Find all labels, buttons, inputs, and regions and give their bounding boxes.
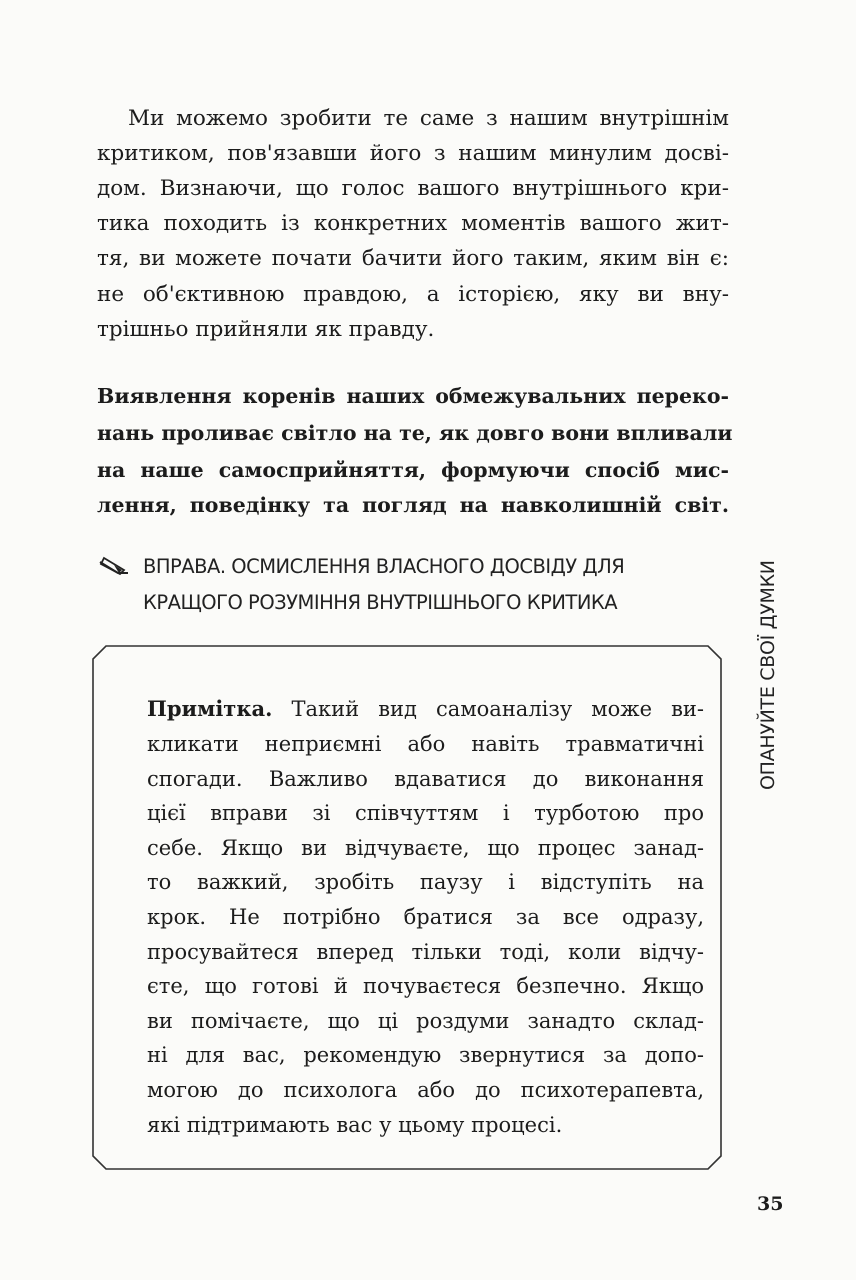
- text-line: цієї вправи зі співчуттям і турботою про: [147, 801, 704, 825]
- page-number: 35: [757, 1193, 784, 1215]
- pen-writing-icon: [98, 556, 132, 578]
- text-line: єте, що готові й почуваєтеся безпечно. Якщо: [147, 974, 704, 998]
- text-line: тя, ви можете почати бачити його таким, яким він є:: [97, 246, 729, 271]
- text-line: крок. Не потрібно братися за все одразу,: [147, 905, 704, 929]
- text-line: які підтримають вас у цьому процесі.: [147, 1113, 563, 1137]
- text-line: то важкий, зробіть паузу і відступіть на: [147, 870, 704, 894]
- text-line: дом. Визнаючи, що голос вашого внутрішнього кри-: [97, 176, 729, 201]
- exercise-title-line-2: КРАЩОГО РОЗУМІННЯ ВНУТРІШНЬОГО КРИТИКА: [143, 591, 618, 614]
- text-line: Ми можемо зробити те саме з нашим внутрішнім: [128, 106, 729, 131]
- text-line: лення, поведінку та погляд на навколишній світ.: [97, 493, 729, 517]
- text-line: Виявлення коренів наших обмежувальних переко-: [97, 384, 729, 408]
- text-line: кликати неприємні або навіть травматичні: [147, 732, 704, 756]
- text-line: ні для вас, рекомендую звернутися за допо-: [147, 1043, 704, 1067]
- note-label: Примітка.: [147, 696, 273, 721]
- text-line: на наше самосприйняття, формуючи спосіб мис-: [97, 458, 729, 482]
- text-line: критиком, пов'язавши його з нашим минулим досві-: [97, 141, 729, 166]
- text-line: тика походить із конкретних моментів вашого жит-: [97, 211, 729, 236]
- text-line: трішньо прийняли як правду.: [97, 317, 435, 342]
- text-line: [147, 694, 704, 724]
- exercise-title-line-1: ВПРАВА. ОСМИСЛЕННЯ ВЛАСНОГО ДОСВІДУ ДЛЯ: [143, 555, 625, 578]
- text-line: спогади. Важливо вдаватися до виконання: [147, 767, 704, 791]
- text-line: просувайтеся вперед тільки тоді, коли відчу-: [147, 940, 704, 964]
- text-line: могою до психолога або до психотерапевта,: [147, 1078, 704, 1102]
- text-line: не об'єктивною правдою, а історією, яку ви вну-: [97, 282, 729, 307]
- text-line: себе. Якщо ви відчуваєте, що процес занад-: [147, 836, 704, 860]
- running-header-vertical: ОПАНУЙТЕ СВОЇ ДУМКИ: [757, 560, 779, 790]
- text-line: нань проливає світло на те, як довго вони впливали: [97, 421, 733, 445]
- note-text: Такий вид самоаналізу може ви-: [272, 697, 704, 721]
- text-line: ви помічаєте, що ці роздуми занадто склад-: [147, 1009, 704, 1033]
